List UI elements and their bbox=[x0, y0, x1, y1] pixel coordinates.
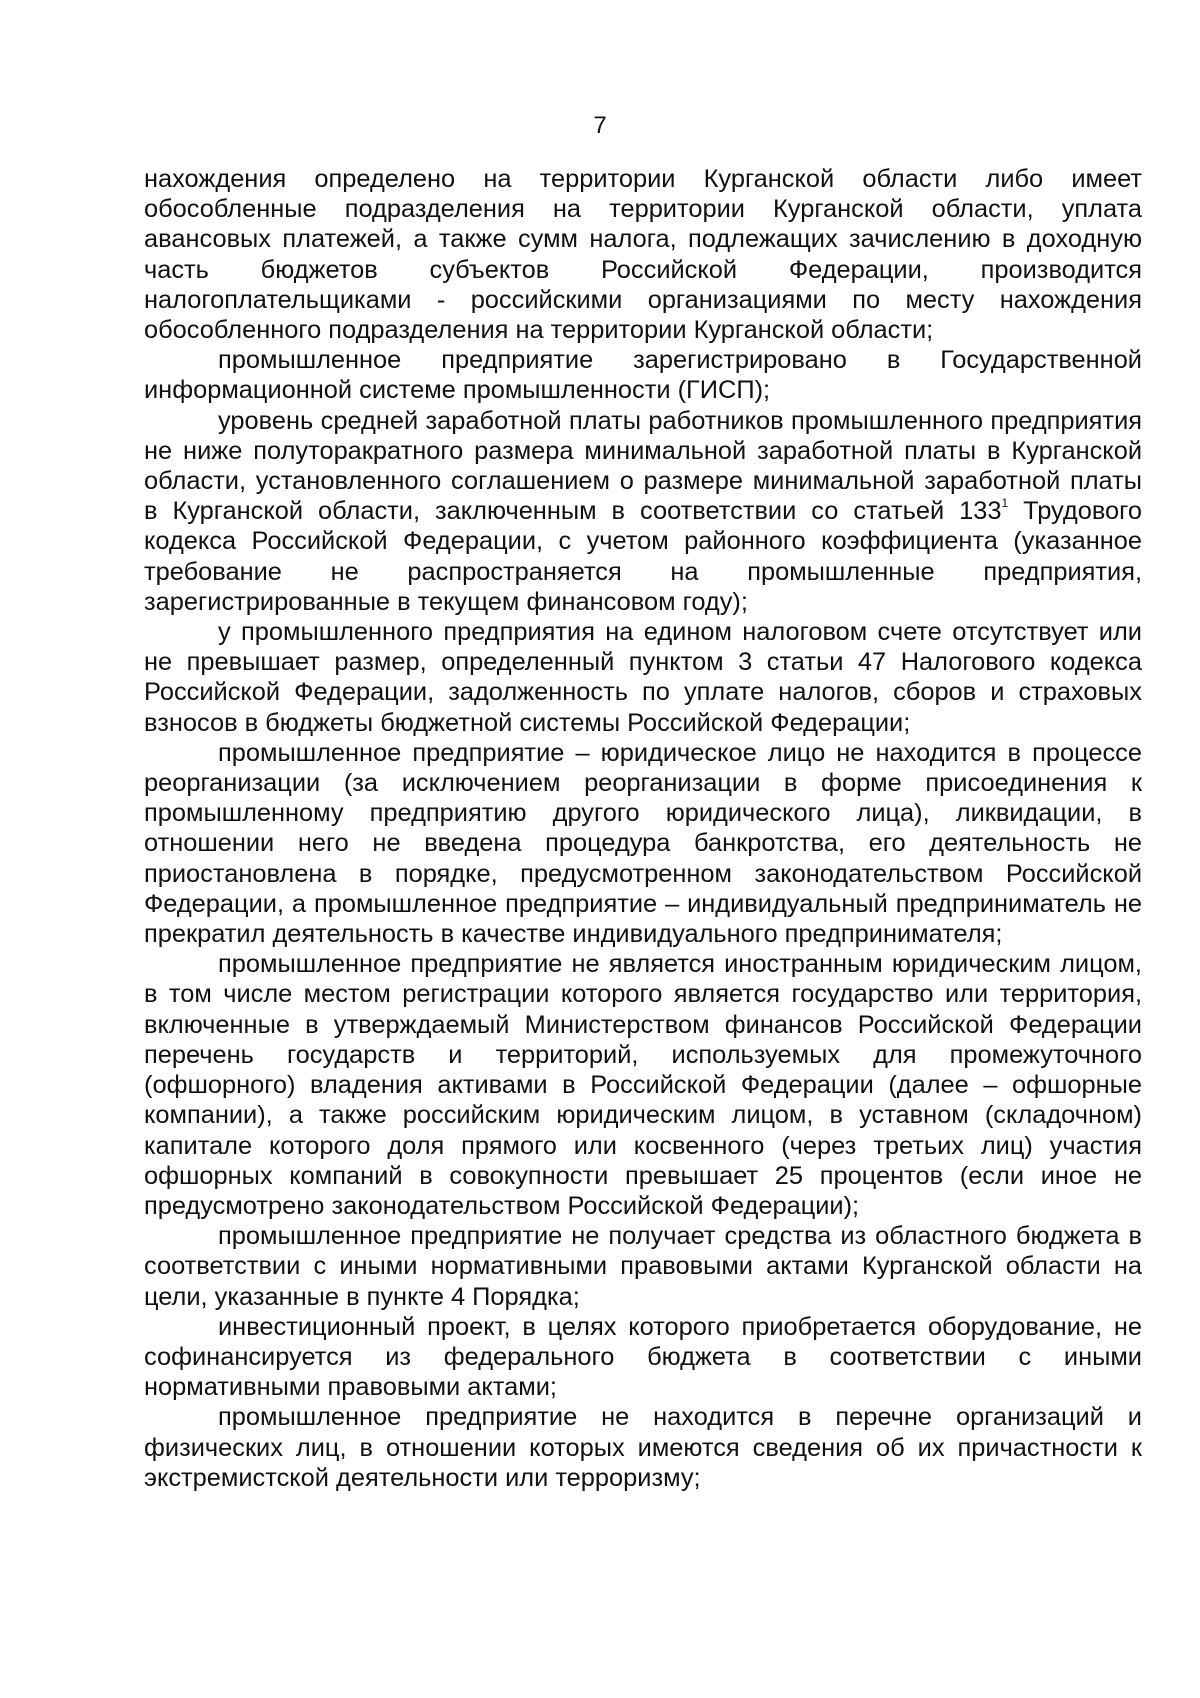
paragraph-regional-budget: промышленное предприятие не получает средства из областного бюджета в соответствии с иными нормативными правовыми актами Курганской области на цели, указанные в пункте 4 Порядка; bbox=[144, 1222, 1142, 1311]
paragraph-average-salary-text-after: Трудового кодекса Российской Федерации, с учетом районного коэффициента (указанное требование не распространяется на промышленные предприятия, зарегистрированные в текущем финансовом году); bbox=[144, 497, 1142, 616]
page-number: 7 bbox=[593, 112, 607, 139]
paragraph-average-salary-text-before: уровень средней заработной платы работников промышленного предприятия не ниже полуторакратного размера минимальной заработной платы в Курганской области, установленного соглашением о размере минимальной заработной платы в Курганской области, заключенным в соответствии со статьей 133 bbox=[144, 406, 1142, 526]
paragraph-extremism-list: промышленное предприятие не находится в перечне организаций и физических лиц, в отношении которых имеются сведения об их причастности к экстремистской деятельности или терроризму; bbox=[144, 1403, 1142, 1492]
article-superscript: 1 bbox=[1001, 496, 1009, 511]
paragraph-location-of-subdivision: нахождения определено на территории Курганской области либо имеет обособленные подразделения на территории Курганской области, уплата авансовых платежей, а также сумм налога, подлежащих зачислению в доходную часть бюджетов субъектов Российской Федерации, производится налогоплательщиками - российскими организациями по месту нахождения обособленного подразделения на территории Курганской области; bbox=[144, 165, 1142, 345]
paragraph-reorganization: промышленное предприятие – юридическое лицо не находится в процессе реорганизации (за исключением реорганизации в форме присоединения к промышленному предприятию другого юридического лица), ликвидации, в отношении него не введена процедура банкротства, его деятельность не приостановлена в порядке, предусмотренном законодательством Российской Федерации, а промышленное предприятие – индивидуальный предприниматель не прекратил деятельность в качестве индивидуального предпринимателя; bbox=[144, 738, 1142, 949]
document-body bbox=[144, 164, 1142, 1493]
paragraph-average-salary bbox=[144, 406, 1142, 617]
paragraph-federal-cofinancing: инвестиционный проект, в целях которого приобретается оборудование, не софинансируется из федерального бюджета в соответствии с иными нормативными правовыми актами; bbox=[144, 1312, 1142, 1402]
paragraph-gisp-registration: промышленное предприятие зарегистрировано в Государственной информационной системе промышленности (ГИСП); bbox=[144, 346, 1142, 405]
paragraph-tax-debt: у промышленного предприятия на едином налоговом счете отсутствует или не превышает размер, определенный пунктом 3 статьи 47 Налогового кодекса Российской Федерации, задолженность по уплате налогов, сборов и страховых взносов в бюджеты бюджетной системы Российской Федерации; bbox=[144, 618, 1142, 737]
paragraph-offshore: промышленное предприятие не является иностранным юридическим лицом, в том числе местом регистрации которого является государство или территория, включенные в утверждаемый Министерством финансов Российской Федерации перечень государств и территорий, используемых для промежуточного (офшорного) владения активами в Российской Федерации (далее – офшорные компании), а также российским юридическим лицом, в уставном (складочном) капитале которого доля прямого или косвенного (через третьих лиц) участия офшорных компаний в совокупности превышает 25 процентов (если иное не предусмотрено законодательством Российской Федерации); bbox=[144, 950, 1142, 1220]
